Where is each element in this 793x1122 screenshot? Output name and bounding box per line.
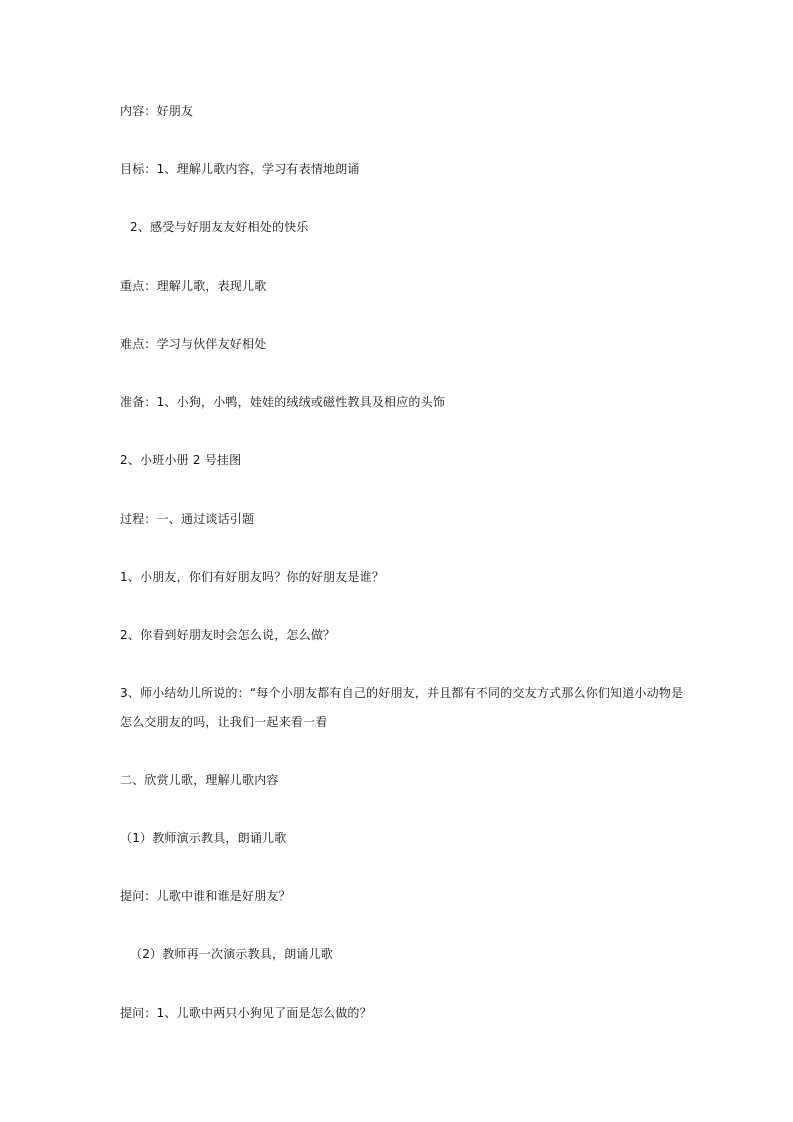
- question-line-2: 2、你看到好朋友时会怎么说，怎么做？: [120, 628, 336, 642]
- difficulty-line: 难点：学习与伙伴友好相处: [120, 337, 267, 351]
- question-friends-line: 提问：儿歌中谁和谁是好朋友？: [120, 889, 291, 903]
- goal-line-1: 目标：1、理解儿歌内容，学习有表情地朗诵: [120, 162, 360, 176]
- content-line: 内容：好朋友: [120, 104, 194, 118]
- preparation-line-2: 2、小班小册 2 号挂图: [120, 453, 242, 467]
- process-heading: 过程：一、通过谈话引题: [120, 512, 255, 526]
- summary-line-2: 怎么交朋友的吗，让我们一起来看一看: [120, 715, 328, 729]
- step-two-line: （2）教师再一次演示教具，朗诵儿歌: [130, 947, 334, 961]
- summary-line-1: 3、师小结幼儿所说的：“每个小朋友都有自己的好朋友，并且都有不同的交友方式那么你们知道小动物是: [120, 686, 684, 700]
- preparation-line-1: 准备：1、小狗，小鸭，娃娃的绒绒或磁性教具及相应的头饰: [120, 395, 446, 409]
- question-dogs-line: 提问：1、儿歌中两只小狗见了面是怎么做的？: [120, 1006, 372, 1020]
- step-one-line: （1）教师演示教具，朗诵儿歌: [120, 831, 287, 845]
- goal-line-2: 2、感受与好朋友友好相处的快乐: [130, 220, 309, 234]
- question-line-1: 1、小朋友，你们有好朋友吗？你的好朋友是谁？: [120, 570, 385, 584]
- section-two-heading: 二、欣赏儿歌，理解儿歌内容: [120, 773, 279, 787]
- key-point-line: 重点：理解儿歌，表现儿歌: [120, 279, 267, 293]
